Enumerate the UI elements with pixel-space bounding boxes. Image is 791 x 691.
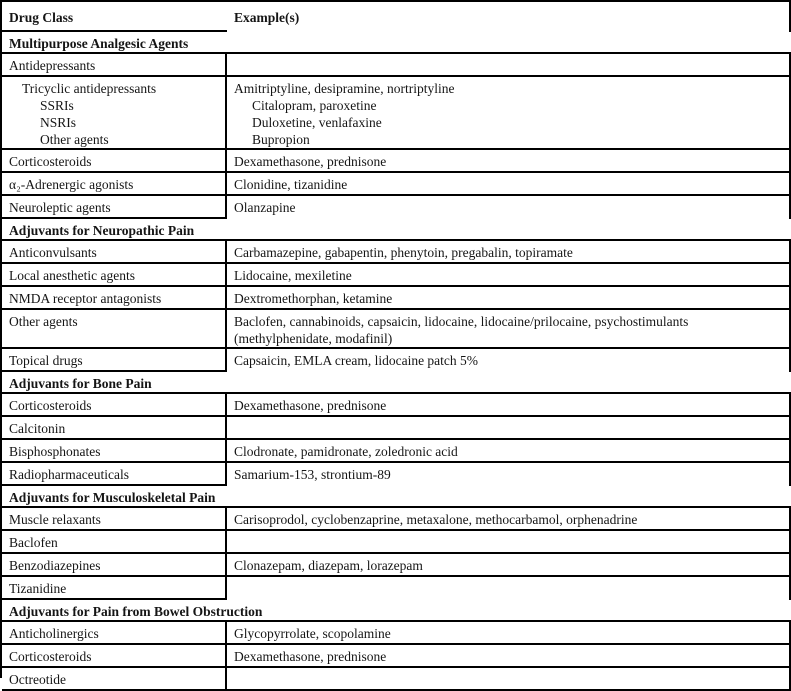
drug-class-cell: Radiopharmaceuticals — [2, 463, 227, 486]
table-row — [2, 554, 791, 577]
section-header-row — [2, 32, 791, 54]
drug-class-cell: Other agents — [2, 310, 227, 347]
drug-class-cell: Corticosteroids — [2, 394, 227, 415]
drug-class-cell: Baclofen — [2, 531, 227, 552]
drug-class-cell: Muscle relaxants — [2, 508, 227, 529]
drug-class-cell: NMDA receptor antagonists — [2, 287, 227, 308]
table-row — [2, 463, 791, 486]
drug-class-cell: Anticonvulsants — [2, 241, 227, 262]
drug-class-cell: Benzodiazepines — [2, 554, 227, 575]
drug-class-line: Other agents — [40, 132, 109, 147]
examples-cell — [227, 417, 789, 438]
table-row — [2, 668, 791, 691]
section-header-row — [2, 600, 791, 622]
examples-cell — [227, 54, 789, 75]
examples-cell: Samarium-153, strontium-89 — [234, 467, 391, 482]
drug-class-cell: Octreotide — [2, 668, 227, 689]
examples-cell: Clonidine, tizanidine — [234, 177, 348, 192]
drug-class-cell: α₂-Adrenergic agonists — [2, 173, 227, 194]
examples-cell: Clodronate, pamidronate, zoledronic acid — [234, 444, 458, 459]
drug-class-cell: Bisphosphonates — [2, 440, 227, 461]
table-row — [2, 196, 791, 219]
examples-cell: Capsaicin, EMLA cream, lidocaine patch 5% — [234, 353, 479, 368]
table-header-row — [2, 2, 791, 32]
table-row — [2, 54, 791, 77]
table-row — [2, 77, 791, 150]
examples-line: Citalopram, paroxetine — [252, 98, 377, 113]
table-row — [2, 622, 791, 645]
table-row — [2, 150, 791, 173]
section-header-row — [2, 219, 791, 241]
table-row — [2, 508, 791, 531]
table-row — [2, 417, 791, 440]
examples-cell: Lidocaine, mexiletine — [234, 268, 352, 283]
section-title: Adjuvants for Pain from Bowel Obstruction — [9, 604, 263, 619]
section-header-row — [2, 486, 791, 508]
drug-class-cell: Corticosteroids — [2, 150, 227, 171]
drug-class-cell: Anticholinergics — [2, 622, 227, 643]
examples-cell — [227, 577, 789, 600]
examples-cell — [227, 531, 789, 552]
examples-cell: Baclofen, cannabinoids, capsaicin, lidocaine, lidocaine/prilocaine, psychostimulants (methylphenidate, modafinil) — [234, 314, 689, 346]
examples-cell — [227, 668, 789, 689]
examples-line: Duloxetine, venlafaxine — [252, 115, 382, 130]
table-row — [2, 645, 791, 668]
table-row — [2, 241, 791, 264]
examples-line: Bupropion — [252, 132, 310, 147]
drug-class-cell: Local anesthetic agents — [2, 264, 227, 285]
examples-cell: Olanzapine — [234, 200, 296, 215]
drug-class-cell: Topical drugs — [2, 349, 227, 372]
drug-class-cell — [2, 77, 227, 148]
drug-class-line: Tricyclic antidepressants — [22, 81, 157, 96]
section-title: Adjuvants for Musculoskeletal Pain — [9, 490, 216, 505]
table-row — [2, 394, 791, 417]
examples-cell: Glycopyrrolate, scopolamine — [234, 626, 391, 641]
column-header-examples: Example(s) — [234, 10, 300, 25]
examples-cell — [227, 77, 789, 148]
examples-line: Amitriptyline, desipramine, nortriptyline — [234, 81, 455, 96]
examples-cell: Clonazepam, diazepam, lorazepam — [234, 558, 423, 573]
drug-class-cell: Corticosteroids — [2, 645, 227, 666]
table-row — [2, 264, 791, 287]
examples-cell: Carisoprodol, cyclobenzaprine, metaxalone, methocarbamol, orphenadrine — [234, 512, 638, 527]
examples-cell: Dexamethasone, prednisone — [234, 649, 387, 664]
table-row — [2, 173, 791, 196]
drug-class-line: NSRIs — [40, 115, 77, 130]
section-title: Adjuvants for Neuropathic Pain — [9, 223, 195, 238]
table-row — [2, 577, 791, 600]
drug-class-line: SSRIs — [40, 98, 74, 113]
examples-cell: Carbamazepine, gabapentin, phenytoin, pregabalin, topiramate — [234, 245, 573, 260]
table-row — [2, 310, 791, 349]
table-row — [2, 440, 791, 463]
column-header-drug-class: Drug Class — [2, 2, 227, 32]
section-header-row — [2, 372, 791, 394]
examples-cell: Dexamethasone, prednisone — [234, 154, 387, 169]
drug-class-cell: Antidepressants — [2, 54, 227, 75]
section-title: Adjuvants for Bone Pain — [9, 376, 152, 391]
table-row — [2, 349, 791, 372]
table-row — [2, 287, 791, 310]
drug-class-cell: Calcitonin — [2, 417, 227, 438]
examples-cell: Dextromethorphan, ketamine — [234, 291, 393, 306]
table-row — [2, 531, 791, 554]
drug-class-cell: Neuroleptic agents — [2, 196, 227, 219]
examples-cell: Dexamethasone, prednisone — [234, 398, 387, 413]
section-title: Multipurpose Analgesic Agents — [9, 36, 189, 51]
drug-class-cell: Tizanidine — [2, 577, 227, 600]
